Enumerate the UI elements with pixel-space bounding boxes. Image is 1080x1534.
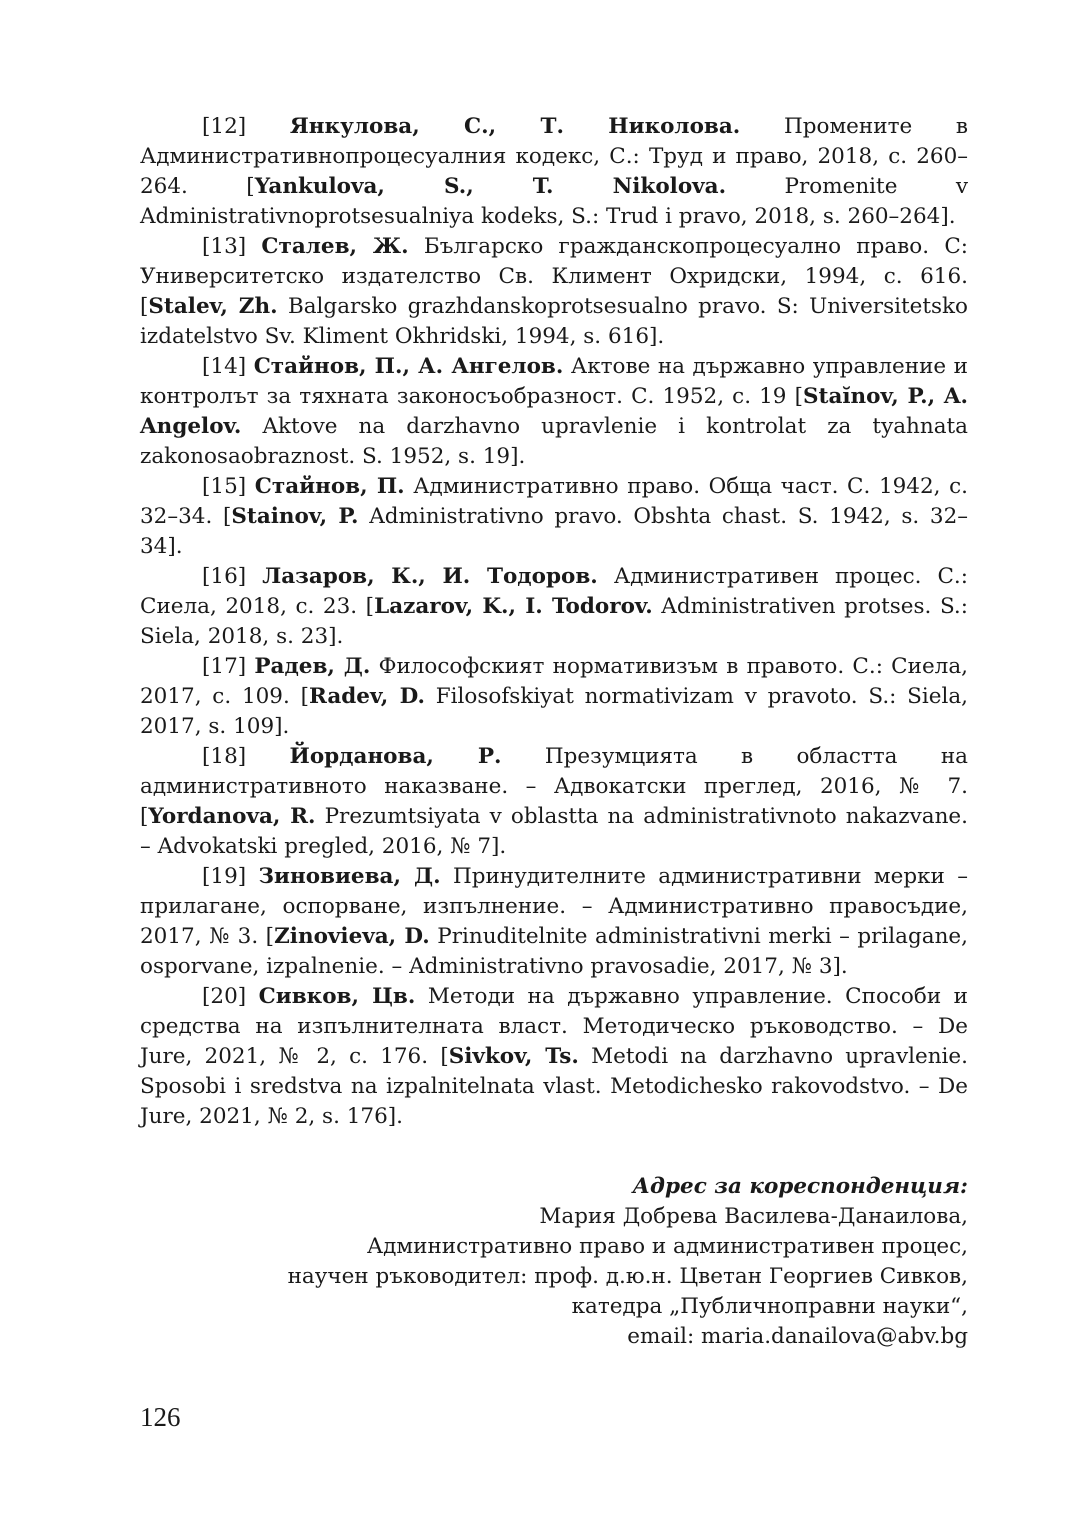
reference-translit-text: Metodi na darzhavno upravlenie. Sposobi i sredstva na izpalnitelnata vlast. Metodichesko rakovodstvo. – De Jure, 2021, № 2, s. 176]. bbox=[140, 1044, 968, 1129]
reference-translit-authors: Radev, D. bbox=[308, 684, 425, 709]
reference-authors: Сивков, Цв. bbox=[258, 984, 416, 1009]
reference-item bbox=[140, 352, 968, 472]
reference-translit-authors: Yordanova, R. bbox=[148, 804, 316, 829]
reference-number: [20] bbox=[202, 984, 247, 1009]
correspondence-email: email: maria.danailova@abv.bg bbox=[627, 1324, 968, 1349]
reference-text: Методи на държавно управление. Способи и средства на изпълнителната власт. Методическо ръководство. – De Jure, 2021, № 2, с. 176. [ bbox=[140, 984, 968, 1069]
reference-authors: Сталев, Ж. bbox=[261, 234, 409, 259]
reference-number: [15] bbox=[202, 474, 247, 499]
reference-text: Административно право. Обща част. С. 1942, с. 32–34. [ bbox=[140, 474, 968, 529]
reference-item bbox=[140, 862, 968, 982]
reference-translit-authors: Stainov, P. bbox=[231, 504, 359, 529]
correspondence-field: Административно право и административен процес, bbox=[366, 1234, 968, 1259]
reference-item bbox=[140, 742, 968, 862]
reference-authors: Стайнов, П. bbox=[254, 474, 405, 499]
reference-translit-text: Administrativen protses. S.: Siela, 2018, s. 23]. bbox=[140, 594, 968, 649]
reference-item bbox=[140, 652, 968, 742]
reference-item bbox=[140, 472, 968, 562]
reference-authors: Стайнов, П., А. Ангелов. bbox=[253, 354, 564, 379]
correspondence-name: Мария Добрева Василева-Данаилова, bbox=[539, 1204, 968, 1229]
reference-number: [12] bbox=[202, 114, 247, 139]
reference-translit-authors: Staĭnov, P., A. Angelov. bbox=[140, 384, 968, 439]
reference-text: Философският нормативизъм в правото. С.: Сиела, 2017, с. 109. [ bbox=[140, 654, 968, 709]
reference-item bbox=[140, 562, 968, 652]
reference-number: [16] bbox=[202, 564, 247, 589]
reference-text: Административен процес. С.: Сиела, 2018, с. 23. [ bbox=[140, 564, 969, 619]
reference-number: [17] bbox=[202, 654, 247, 679]
reference-number: [19] bbox=[202, 864, 247, 889]
reference-translit-authors: Stalev, Zh. bbox=[148, 294, 278, 319]
correspondence-supervisor: научен ръководител: проф. д.ю.н. Цветан Георгиев Сивков, bbox=[287, 1264, 968, 1289]
reference-authors: Янкулова, С., Т. Николова. bbox=[289, 114, 741, 139]
reference-number: [18] bbox=[202, 744, 247, 769]
reference-translit-authors: Sivkov, Ts. bbox=[448, 1044, 579, 1069]
reference-translit-authors: Zinovieva, D. bbox=[274, 924, 430, 949]
reference-translit-text: Aktove na darzhavno upravlenie i kontrolat za tyahnata zakonosaobraznost. S. 1952, s. 19]. bbox=[140, 414, 969, 469]
reference-translit-text: Promenite v Administrativnoprotsesualniya kodeks, S.: Trud i pravo, 2018, s. 260–264]. bbox=[140, 174, 969, 229]
reference-translit-text: Prinuditelnite administrativni merki – prilagane, osporvane, izpalnenie. – Administrativno pravosadie, 2017, № 3]. bbox=[140, 924, 968, 979]
reference-translit-text: Prezumtsiyata v oblastta na administrativnoto nakazvane. – Advokatski pregled, 2016, № 7]. bbox=[140, 804, 968, 859]
reference-authors: Радев, Д. bbox=[254, 654, 371, 679]
reference-translit-text: Administrativno pravo. Obshta chast. S. 1942, s. 32–34]. bbox=[140, 504, 968, 559]
correspondence-block bbox=[140, 1172, 968, 1352]
correspondence-title: Адрес за кореспонденция: bbox=[632, 1174, 968, 1199]
reference-authors: Лазаров, К., И. Тодоров. bbox=[262, 564, 598, 589]
reference-number: [14] bbox=[202, 354, 247, 379]
reference-translit-authors: Yankulova, S., T. Nikolova. bbox=[254, 174, 727, 199]
reference-translit-authors: Lazarov, K., I. Todorov. bbox=[374, 594, 653, 619]
page-number: 126 bbox=[140, 1402, 181, 1432]
reference-authors: Йорданова, Р. bbox=[289, 744, 502, 769]
reference-item bbox=[140, 112, 968, 232]
reference-text: Принудителните административни мерки – прилагане, оспорване, изпълнение. – Административно правосъдие, 2017, № 3. [ bbox=[140, 864, 969, 949]
reference-text: Актове на държавно управление и контролът за тяхната законосъобразност. С. 1952, с. 19 [ bbox=[140, 354, 968, 409]
reference-item bbox=[140, 982, 968, 1132]
reference-text: Българско гражданскопроцесуално право. С: Университетско издателство Св. Климент Охридски, 1994, с. 616. [ bbox=[140, 234, 969, 319]
reference-translit-text: Balgarsko grazhdanskoprotsesualno pravo. S: Universitetsko izdatelstvo Sv. Kliment Okhridski, 1994, s. 616]. bbox=[140, 294, 968, 349]
reference-list bbox=[140, 112, 968, 1132]
reference-translit-text: Filosofskiyat normativizam v pravoto. S.: Siela, 2017, s. 109]. bbox=[140, 684, 969, 739]
reference-text: Презумцията в областта на административното наказване. – Адвокатски преглед, 2016, № 7. [ bbox=[140, 744, 968, 829]
reference-text: Промените в Административнопроцесуалния кодекс, С.: Труд и право, 2018, с. 260–264. [ bbox=[140, 114, 968, 199]
reference-number: [13] bbox=[202, 234, 247, 259]
reference-item bbox=[140, 232, 968, 352]
reference-authors: Зиновиева, Д. bbox=[258, 864, 441, 889]
correspondence-department: катедра „Публичноправни науки“, bbox=[571, 1294, 968, 1319]
